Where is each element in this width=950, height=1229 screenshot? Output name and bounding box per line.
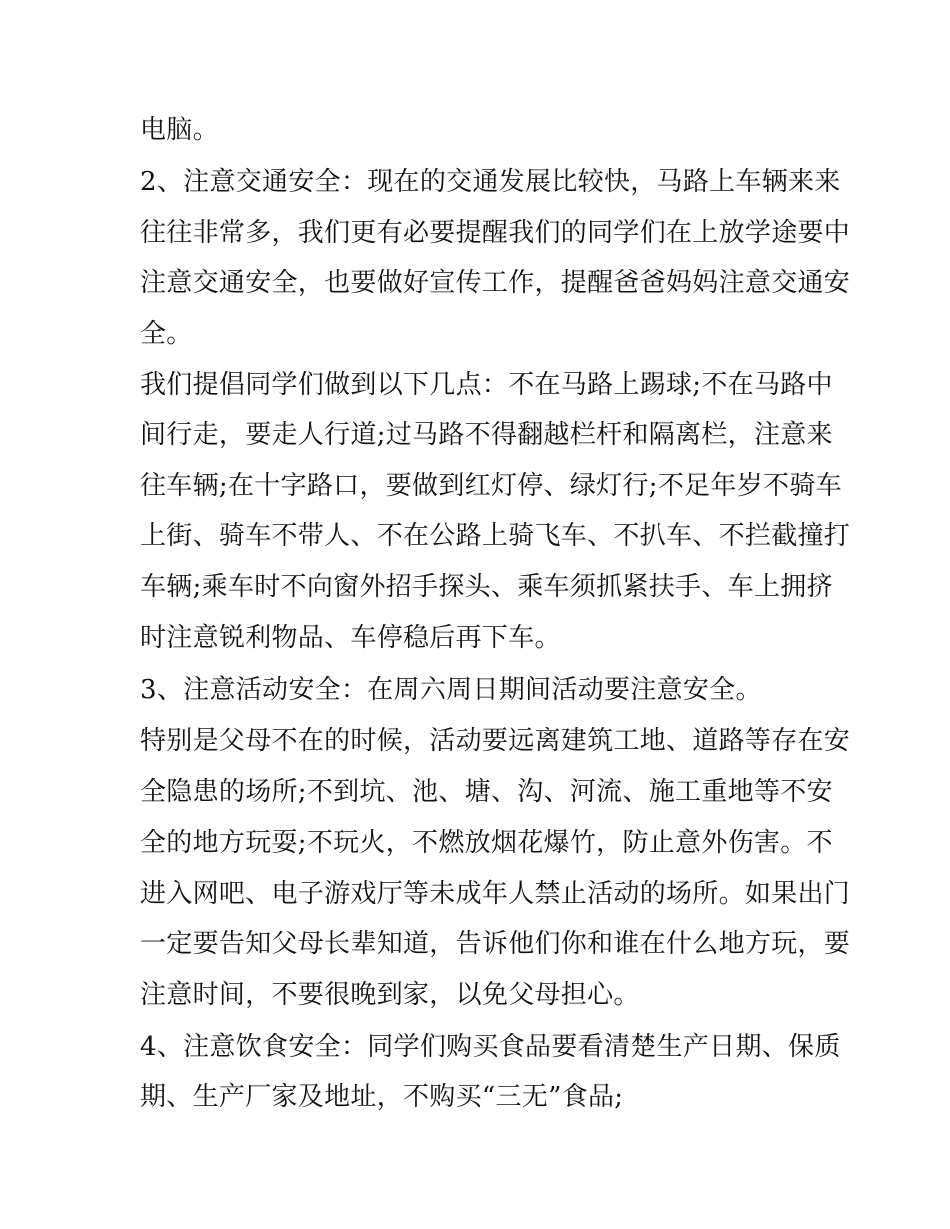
text-line: 时注意锐利物品、车停稳后再下车。 — [140, 623, 561, 653]
text-line: 4、注意饮食安全：同学们购买食品要看清楚生产日期、保质 — [140, 1032, 841, 1062]
text-line: 往往非常多，我们更有必要提醒我们的同学们在上放学途要中 — [140, 218, 851, 248]
text-line: 上街、骑车不带人、不在公路上骑飞车、不扒车、不拦截撞打 — [140, 521, 851, 551]
text-line: 全隐患的场所;不到坑、池、塘、沟、河流、施工重地等不安 — [140, 777, 833, 807]
text-line: 进入网吧、电子游戏厅等未成年人禁止活动的场所。如果出门 — [140, 879, 851, 909]
text-line: 间行走，要走人行道;过马路不得翻越栏杆和隔离栏，注意来 — [140, 420, 833, 450]
text-line: 车辆;乘车时不向窗外招手探头、乘车须抓紧扶手、车上拥挤 — [140, 572, 833, 602]
text-line: 2、注意交通安全：现在的交通发展比较快，马路上车辆来来 — [140, 167, 841, 197]
text-line: 电脑。 — [140, 115, 219, 145]
text-line: 注意时间，不要很晚到家，以免父母担心。 — [140, 980, 640, 1010]
text-line: 特别是父母不在的时候，活动要远离建筑工地、道路等存在安 — [140, 726, 851, 756]
text-line: 一定要告知父母长辈知道，告诉他们你和谁在什么地方玩，要 — [140, 929, 851, 959]
text-line: 注意交通安全，也要做好宣传工作，提醒爸爸妈妈注意交通安 — [140, 268, 851, 298]
text-line: 往车辆;在十字路口，要做到红灯停、绿灯行;不足年岁不骑车 — [140, 471, 842, 501]
text-line: 我们提倡同学们做到以下几点：不在马路上踢球;不在马路中 — [140, 370, 833, 400]
text-line: 全。 — [140, 319, 193, 349]
text-line: 全的地方玩耍;不玩火，不燃放烟花爆竹，防止意外伤害。不 — [140, 828, 833, 858]
text-line: 3、注意活动安全：在周六周日期间活动要注意安全。 — [140, 675, 762, 705]
text-line: 期、生产厂家及地址，不购买“三无”食品; — [140, 1082, 624, 1112]
